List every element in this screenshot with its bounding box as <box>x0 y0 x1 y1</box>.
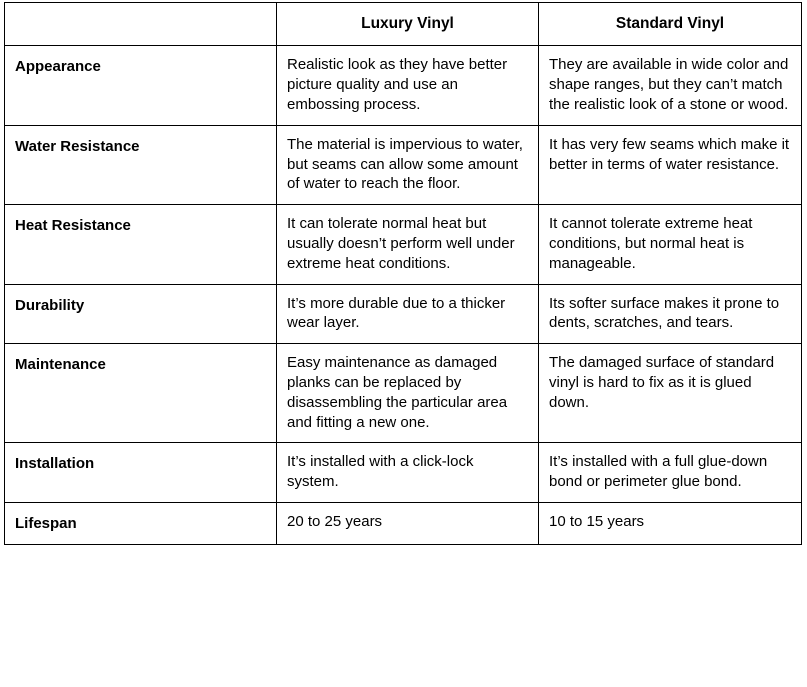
row-label-durability: Durability <box>5 284 277 344</box>
table-row <box>5 284 802 344</box>
vinyl-comparison-table <box>4 2 802 545</box>
table-row <box>5 125 802 204</box>
row-label-appearance: Appearance <box>5 46 277 125</box>
cell-luxury-maintenance: Easy maintenance as damaged planks can be replaced by disassembling the particular area and fitting a new one. <box>277 344 539 443</box>
cell-luxury-installation: It’s installed with a click-lock system. <box>277 443 539 503</box>
column-header-feature <box>5 3 277 46</box>
cell-luxury-durability: It’s more durable due to a thicker wear layer. <box>277 284 539 344</box>
table-row <box>5 344 802 443</box>
row-label-water-resistance: Water Resistance <box>5 125 277 204</box>
table-header-row <box>5 3 802 46</box>
table-body <box>5 46 802 544</box>
cell-luxury-appearance: Realistic look as they have better picture quality and use an embossing process. <box>277 46 539 125</box>
row-label-heat-resistance: Heat Resistance <box>5 205 277 284</box>
table-row <box>5 443 802 503</box>
row-label-lifespan: Lifespan <box>5 503 277 545</box>
cell-standard-maintenance: The damaged surface of standard vinyl is hard to fix as it is glued down. <box>539 344 802 443</box>
row-label-installation: Installation <box>5 443 277 503</box>
cell-standard-heat-resistance: It cannot tolerate extreme heat conditions, but normal heat is manageable. <box>539 205 802 284</box>
cell-standard-lifespan: 10 to 15 years <box>539 503 802 545</box>
table-row <box>5 46 802 125</box>
cell-luxury-water-resistance: The material is impervious to water, but seams can allow some amount of water to reach the floor. <box>277 125 539 204</box>
cell-standard-appearance: They are available in wide color and shape ranges, but they can’t match the realistic look of a stone or wood. <box>539 46 802 125</box>
cell-luxury-heat-resistance: It can tolerate normal heat but usually doesn’t perform well under extreme heat conditions. <box>277 205 539 284</box>
table-row <box>5 205 802 284</box>
row-label-maintenance: Maintenance <box>5 344 277 443</box>
cell-standard-durability: Its softer surface makes it prone to dents, scratches, and tears. <box>539 284 802 344</box>
table-row <box>5 503 802 545</box>
cell-standard-water-resistance: It has very few seams which make it better in terms of water resistance. <box>539 125 802 204</box>
cell-luxury-lifespan: 20 to 25 years <box>277 503 539 545</box>
table-header <box>5 3 802 46</box>
column-header-luxury-vinyl: Luxury Vinyl <box>277 3 539 46</box>
cell-standard-installation: It’s installed with a full glue-down bond or perimeter glue bond. <box>539 443 802 503</box>
column-header-standard-vinyl: Standard Vinyl <box>539 3 802 46</box>
